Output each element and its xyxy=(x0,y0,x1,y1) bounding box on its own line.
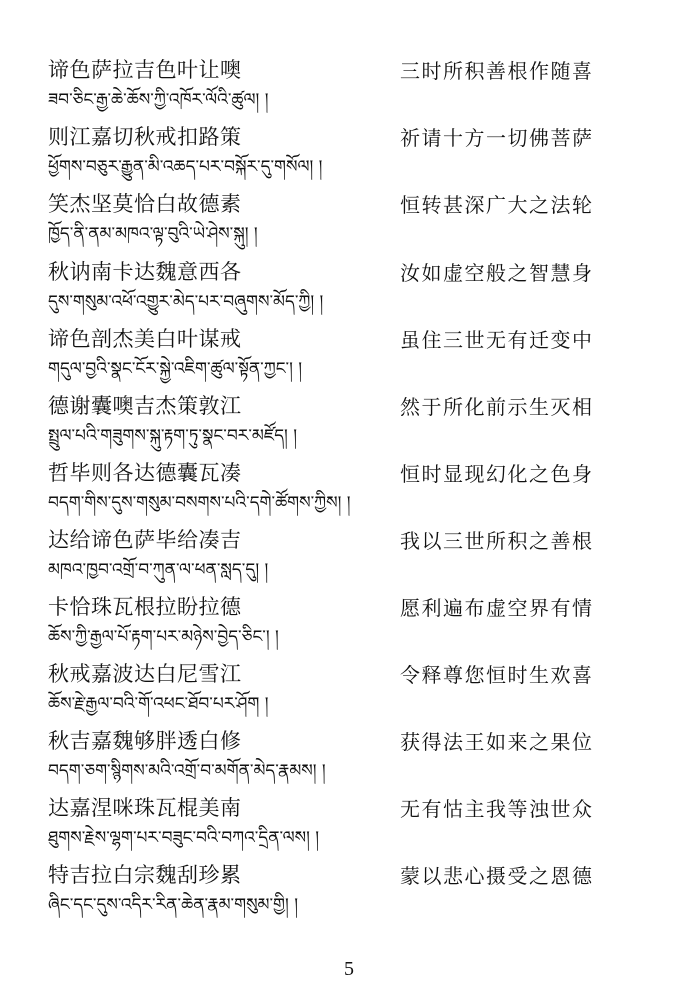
verse-9 xyxy=(48,593,648,659)
verse-10 xyxy=(48,660,648,726)
tibetan-script-line: ཞིང་དང་དུས་འདིར་རིན་ཆེན་རྣམ་གསུམ་གྱི། ། xyxy=(48,895,298,915)
chinese-translation-line: 我以三世所积之善根 xyxy=(400,529,594,553)
verse-8 xyxy=(48,526,648,592)
verse-13 xyxy=(48,861,648,927)
tibetan-script-line: དུས་གསུམ་འཕོ་འགྱུར་མེད་པར་བཞུགས་མོད་ཀྱི། ། xyxy=(48,292,324,312)
chinese-phonetic-line: 卡恰珠瓦根拉盼拉德 xyxy=(48,595,242,619)
chinese-phonetic-line: 谛色剖杰美白叶谋戒 xyxy=(48,327,242,351)
chinese-translation-line: 蒙以悲心摄受之恩德 xyxy=(400,864,594,888)
chinese-phonetic-line: 达给谛色萨毕给凑吉 xyxy=(48,528,242,552)
chinese-phonetic-line: 笑杰坚莫恰白故德素 xyxy=(48,192,242,216)
tibetan-script-line: ཟབ་ཅིང་རྒྱ་ཆེ་ཆོས་ཀྱི་འཁོར་ལོའི་ཚུལ། ། xyxy=(48,90,269,110)
verse-6 xyxy=(48,392,648,458)
tibetan-script-line: གདུལ་བྱའི་སྣང་ངོར་སྐྱེ་འཇིག་ཚུལ་སྟོན་ཀྱང་། ། xyxy=(48,359,303,379)
chinese-phonetic-line: 秋戒嘉波达白尼雪江 xyxy=(48,662,242,686)
verse-1 xyxy=(48,56,648,122)
chinese-translation-line: 三时所积善根作随喜 xyxy=(400,59,594,83)
chinese-translation-line: 虽住三世无有迁变中 xyxy=(400,328,594,352)
tibetan-script-line: ཁྱོད་ནི་ནམ་མཁའ་ལྟ་བུའི་ཡེ་ཤེས་སྐུ། ། xyxy=(48,224,258,244)
chinese-phonetic-line: 哲毕则各达德囊瓦凑 xyxy=(48,461,242,485)
chinese-translation-line: 无有怙主我等浊世众 xyxy=(400,797,594,821)
chinese-phonetic-line: 达嘉涅咪珠瓦棍美南 xyxy=(48,796,242,820)
verse-12 xyxy=(48,794,648,860)
verse-7 xyxy=(48,459,648,525)
chinese-translation-line: 获得法王如来之果位 xyxy=(400,730,594,754)
tibetan-script-line: ཆོས་རྗེ་རྒྱལ་བའི་གོ་འཕང་ཐོབ་པར་ཤོག ། xyxy=(48,694,269,714)
tibetan-script-line: ཐུགས་རྗེས་ལྷག་པར་བཟུང་བའི་བཀའ་དྲིན་ལས། ། xyxy=(48,828,320,848)
verse-4 xyxy=(48,258,648,324)
chinese-phonetic-line: 秋讷南卡达魏意西各 xyxy=(48,260,242,284)
chinese-translation-line: 恒时显现幻化之色身 xyxy=(400,462,594,486)
page-number: 5 xyxy=(344,958,354,980)
chinese-translation-line: 然于所化前示生灭相 xyxy=(400,395,594,419)
chinese-phonetic-line: 谛色萨拉吉色叶让噢 xyxy=(48,58,242,82)
tibetan-script-line: བདག་གིས་དུས་གསུམ་བསགས་པའི་དགེ་ཚོགས་ཀྱིས། ། xyxy=(48,493,351,513)
chinese-translation-line: 汝如虚空般之智慧身 xyxy=(400,261,594,285)
verse-5 xyxy=(48,325,648,391)
chinese-phonetic-line: 德谢囊噢吉杰策敦江 xyxy=(48,394,242,418)
chinese-phonetic-line: 秋吉嘉魏够胖透白修 xyxy=(48,729,242,753)
chinese-phonetic-line: 特吉拉白宗魏刮珍累 xyxy=(48,863,242,887)
tibetan-script-line: མཁའ་ཁྱབ་འགྲོ་བ་ཀུན་ལ་ཕན་སླད་དུ། ། xyxy=(48,560,269,580)
chinese-translation-line: 祈请十方一切佛菩萨 xyxy=(400,126,594,150)
chinese-phonetic-line: 则江嘉切秋戒扣路策 xyxy=(48,125,242,149)
tibetan-script-line: ཆོས་ཀྱི་རྒྱལ་པོ་རྟག་པར་མཉེས་བྱེད་ཅིང་། ། xyxy=(48,627,279,647)
tibetan-script-line: ཕྱོགས་བཅུར་རྒྱུན་མི་འཆད་པར་བསྐོར་དུ་གསོལ། ། xyxy=(48,157,323,177)
tibetan-script-line: བདག་ཅག་སྙིགས་མའི་འགྲོ་བ་མགོན་མེད་རྣམས། ། xyxy=(48,761,326,781)
verse-11 xyxy=(48,727,648,793)
chinese-translation-line: 令释尊您恒时生欢喜 xyxy=(400,663,594,687)
tibetan-script-line: སྤྲུལ་པའི་གཟུགས་སྐུ་རྟག་ཏུ་སྣང་བར་མཛོད། ། xyxy=(48,426,298,446)
verse-3 xyxy=(48,190,648,256)
chinese-translation-line: 恒转甚深广大之法轮 xyxy=(400,193,594,217)
verse-2 xyxy=(48,123,648,189)
chinese-translation-line: 愿利遍布虚空界有情 xyxy=(400,596,594,620)
